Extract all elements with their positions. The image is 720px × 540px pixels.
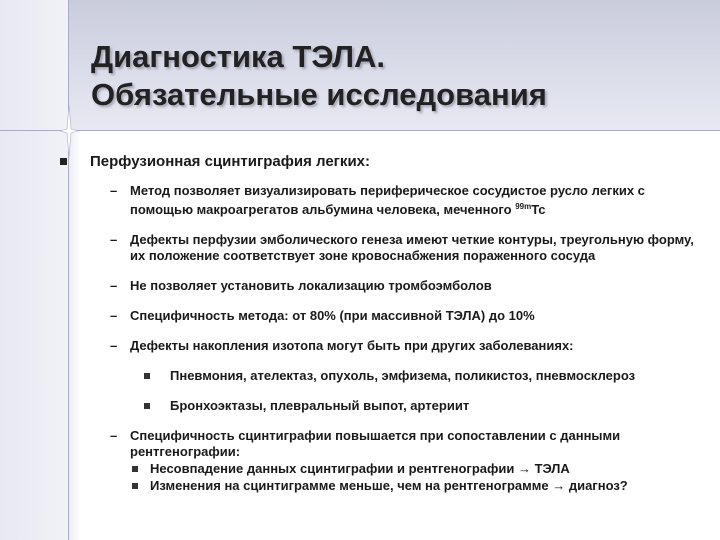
title-line-2: Обязательные исследования [91, 77, 547, 112]
list-item [58, 338, 708, 354]
isotope-superscript: 99m [515, 202, 532, 211]
dash-marker: – [110, 308, 118, 323]
slide-title [91, 38, 691, 114]
list-item [58, 308, 708, 324]
dash-marker: – [110, 428, 118, 443]
dash-marker: – [110, 338, 118, 353]
list-item-text: Дефекты перфузии эмболического генеза имеют четкие контуры, треугольную форму, их положение соответствует зоне кровоснабжения пораженного сосуда [130, 232, 694, 263]
list-item-text: Дефекты накопления изотопа могут быть при других заболеваниях: [130, 338, 574, 353]
sub-list-item [58, 398, 708, 414]
sub-list-item-text: Бронхоэктазы, плевральный выпот, артериит [170, 398, 470, 413]
sub-list-item-text: Несовпадение данных сцинтиграфии и рентгенографии → ТЭЛА [150, 461, 570, 476]
list-item [58, 278, 708, 294]
main-point [58, 152, 708, 171]
dash-marker: – [110, 278, 118, 293]
square-bullet-icon [60, 158, 67, 165]
sub-list-item-text: Пневмония, ателектаз, опухоль, эмфизема, поликистоз, пневмосклероз [170, 368, 636, 383]
sub-list-item [58, 461, 708, 477]
isotope-symbol: Tc [531, 202, 546, 217]
dash-marker: – [110, 183, 118, 198]
list-item-text: Метод позволяет визуализировать периферическое сосудистое русло легких с помощью макроагрегатов альбумина человека, меченного [130, 183, 645, 217]
title-line-1: Диагностика ТЭЛА. [91, 39, 385, 74]
sub-list-item [58, 478, 708, 494]
list-item [58, 232, 708, 264]
slide-body [58, 152, 708, 495]
list-item-text: Не позволяет установить локализацию тромбоэмболов [130, 278, 492, 293]
list-item-text: Специфичность метода: от 80% (при массивной ТЭЛА) до 10% [130, 308, 535, 323]
list-item [58, 428, 708, 460]
horizontal-rule [0, 130, 720, 131]
square-bullet-icon [132, 483, 138, 489]
dash-marker: – [110, 232, 118, 247]
square-bullet-icon [144, 403, 150, 409]
main-point-text: Перфузионная сцинтиграфия легких: [90, 153, 370, 170]
square-bullet-icon [144, 373, 150, 379]
square-bullet-icon [132, 466, 138, 472]
sub-list-item-text: Изменения на сцинтиграмме меньше, чем на рентгенограмме → диагноз? [150, 478, 628, 493]
sparkle-icon [60, 105, 78, 157]
list-item [58, 183, 708, 218]
sub-list-item [58, 368, 708, 384]
list-item-text: Специфичность сцинтиграфии повышается при сопоставлении с данными рентгенографии: [130, 428, 621, 459]
